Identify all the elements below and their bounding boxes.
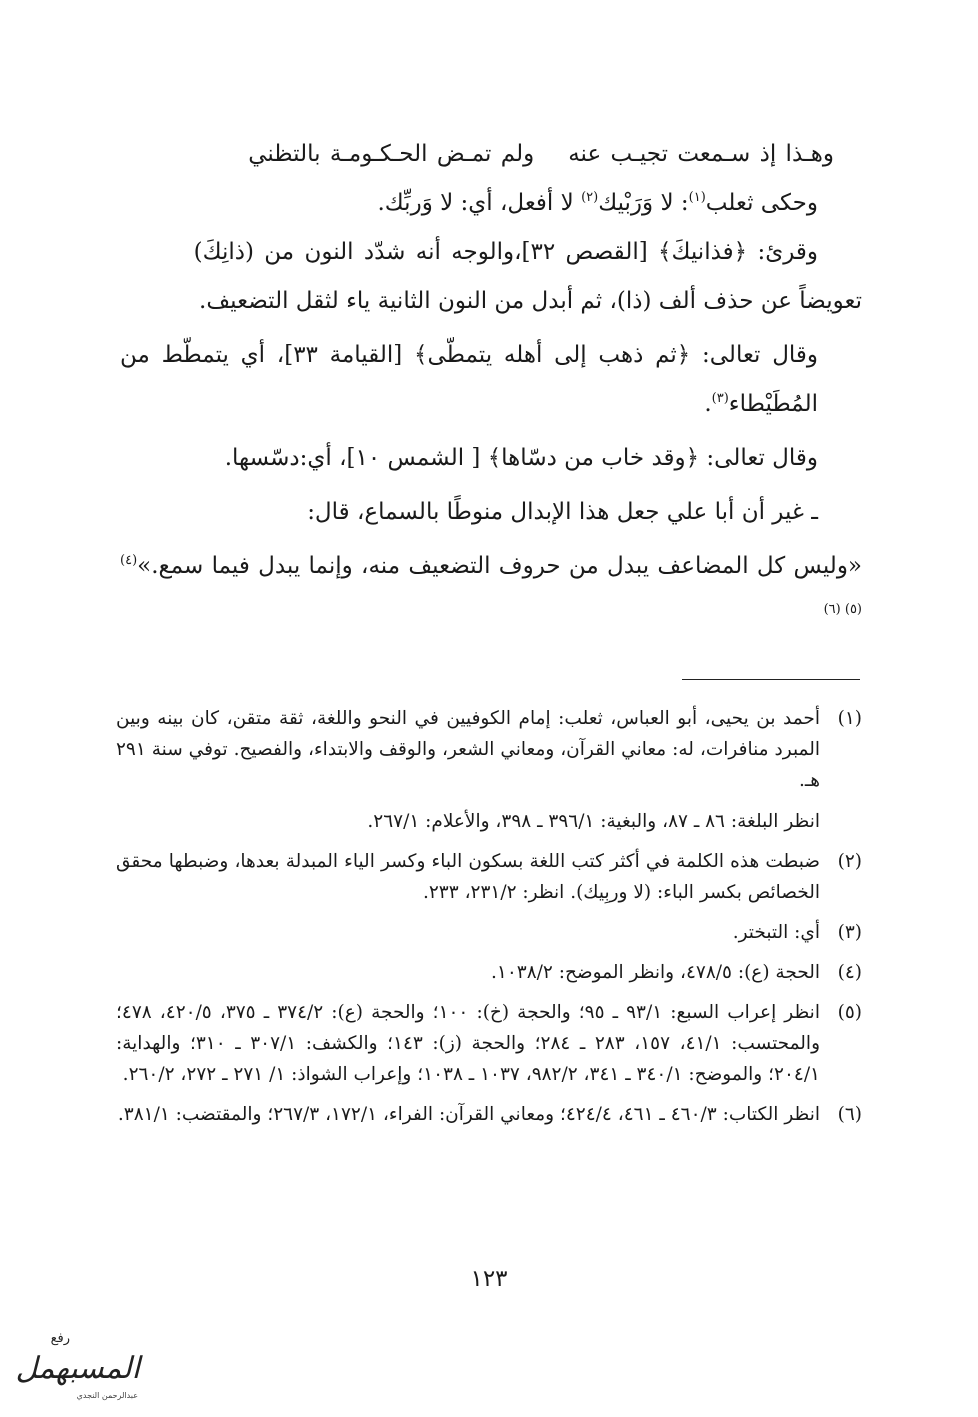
footnote-text: أحمد بن يحيى، أبو العباس، ثعلب: إمام الكوفيين في النحو واللغة، ثقة متقن، كان بينه وبين المبرد منافرات، له: معاني القرآن، ومعاني الشعر، والوقف والابتداء، والفصيح. توفي سنة ٢٩١ هـ.: [116, 708, 820, 791]
paragraph-fadhanik-line2: تعويضاً عن حذف ألف (ذا)، ثم أبدل من النون الثانية ياء لثقل التضعيف.: [199, 288, 862, 314]
footnote-3: [116, 917, 862, 948]
text-span: لا أفعل، أي: لا وَربِّك.: [377, 190, 582, 216]
footnote-2: [116, 846, 862, 908]
footnote-5: [116, 997, 862, 1090]
main-text: [120, 130, 862, 640]
footnote-number: (١): [837, 708, 862, 729]
footnote-text: انظر إعراب السبع: ٩٣/١ ـ ٩٥؛ والحجة (خ): ١٠٠؛ والحجة (ع): ٣٧٤/٢ ـ ٣٧٥، ٤٢٠/٥، ٤٧٨؛ والمحتسب: ٤١/١، ١٥٧، ٢٨٣ ـ ٢٨٤؛ والحجة (ز): ١٤٣؛ والكشف: ٣٠٧/١ ـ ٣١٠؛ والهداية: ٢٠٤/١؛ والموضح: ٣٤٠/١ ـ ٣٤١، ٩٨٢/٢، ١٠٣٧ ـ ١٠٣٨؛ وإعراب الشواذ: ١/ ٢٧١ ـ ٢٧٢، ٢٦٠/٢.: [116, 1002, 821, 1085]
footnote-ref-1[interactable]: (١): [688, 190, 706, 205]
footnote-number: (٢): [837, 851, 862, 872]
poem-verse: [120, 130, 862, 179]
text-span: وحكى ثعلب: [705, 190, 818, 216]
footnote-number: (٣): [837, 922, 862, 943]
footnote-number: (٥): [837, 1002, 862, 1023]
logo-small-text: عبدالرحمن النجدي: [76, 1391, 138, 1400]
footnote-ref-3[interactable]: (٣): [711, 391, 729, 406]
footnote-6: [116, 1099, 862, 1130]
paragraph-fadhanik-line1: وقرئ: ﴿فذانيكَ﴾ [القصص ٣٢]،والوجه أنه شدّد النون من (ذانِكَ): [193, 239, 818, 265]
footnote-1: [116, 703, 862, 837]
text-span: «وليس كل المضاعف يبدل من حروف التضعيف منه، وإنما يبدل فيما سمع.»: [137, 553, 862, 579]
paragraph-abu-ali: ـ غير أن أبا علي جعل هذا الإبدال منوطًا بالسماع، قال:: [307, 499, 818, 525]
footnote-number: (٤): [837, 962, 862, 983]
footnote-text: ضبطت هذه الكلمة في أكثر كتب اللغة بسكون الباء وكسر الياء المبدلة بعدها، وضبطها محقق الخصائص بكسر الباء: (لا وربِيك). انظر: ٢٣١/٢، ٢٣٣.: [116, 851, 820, 903]
paragraph-dassaha: وقال تعالى: ﴿وقد خاب من دسّاها﴾ [ الشمس ١٠]، أي:دسّسها.: [224, 445, 818, 471]
footnote-text: انظر الكتاب: ٤٦٠/٣ ـ ٤٦١، ٤٢٤/٤؛ ومعاني القرآن: الفراء، ١٧٢/١، ٢٦٧/٣؛ والمقتضب: ٣٨١/١.: [117, 1104, 820, 1125]
footnote-ref-2[interactable]: (٢): [581, 190, 599, 205]
page-number: ١٢٣: [470, 1266, 508, 1292]
footnote-4: [116, 957, 862, 988]
footnote-number: (٦): [837, 1104, 862, 1125]
text-span: وقال تعالى: ﴿ثم ذهب إلى أهله يتمطّى﴾ [القيامة ٣٣]، أي يتمطّط من المُطَيْطاء: [120, 342, 819, 417]
paragraph-thalab: [120, 179, 862, 228]
calligraphy-logo: [8, 1326, 148, 1406]
poem-first-hemistich: وهـذا إذ سـمعت تجيـب عنه: [568, 141, 834, 167]
quote-paragraph: [120, 542, 862, 640]
footnotes: [116, 703, 862, 1139]
footnote-text: انظر البلغة: ٨٦ ـ ٨٧، والبغية: ٣٩٦/١ ـ ٣٩٨، والأعلام: ٢٦٧/١.: [367, 811, 820, 832]
footnote-text: أي: التبختر.: [732, 922, 820, 943]
text-span: .: [704, 391, 712, 417]
paragraph-yatamatta: [120, 331, 862, 429]
footnote-separator: [682, 679, 860, 680]
footnote-refs-4-5-6[interactable]: (٤) (٥) (٦): [120, 553, 862, 617]
logo-top-text: رفع: [50, 1331, 70, 1346]
text-span: : لا وَرَبْيك: [598, 190, 689, 216]
poem-second-hemistich: ولم تمـض الحـكـومـة بالتظني: [248, 141, 535, 167]
logo-main-text: المسبهمل: [15, 1351, 140, 1386]
footnote-text: الحجة (ع): ٤٧٨/٥، وانظر الموضح: ١٠٣٨/٢.: [491, 962, 820, 983]
